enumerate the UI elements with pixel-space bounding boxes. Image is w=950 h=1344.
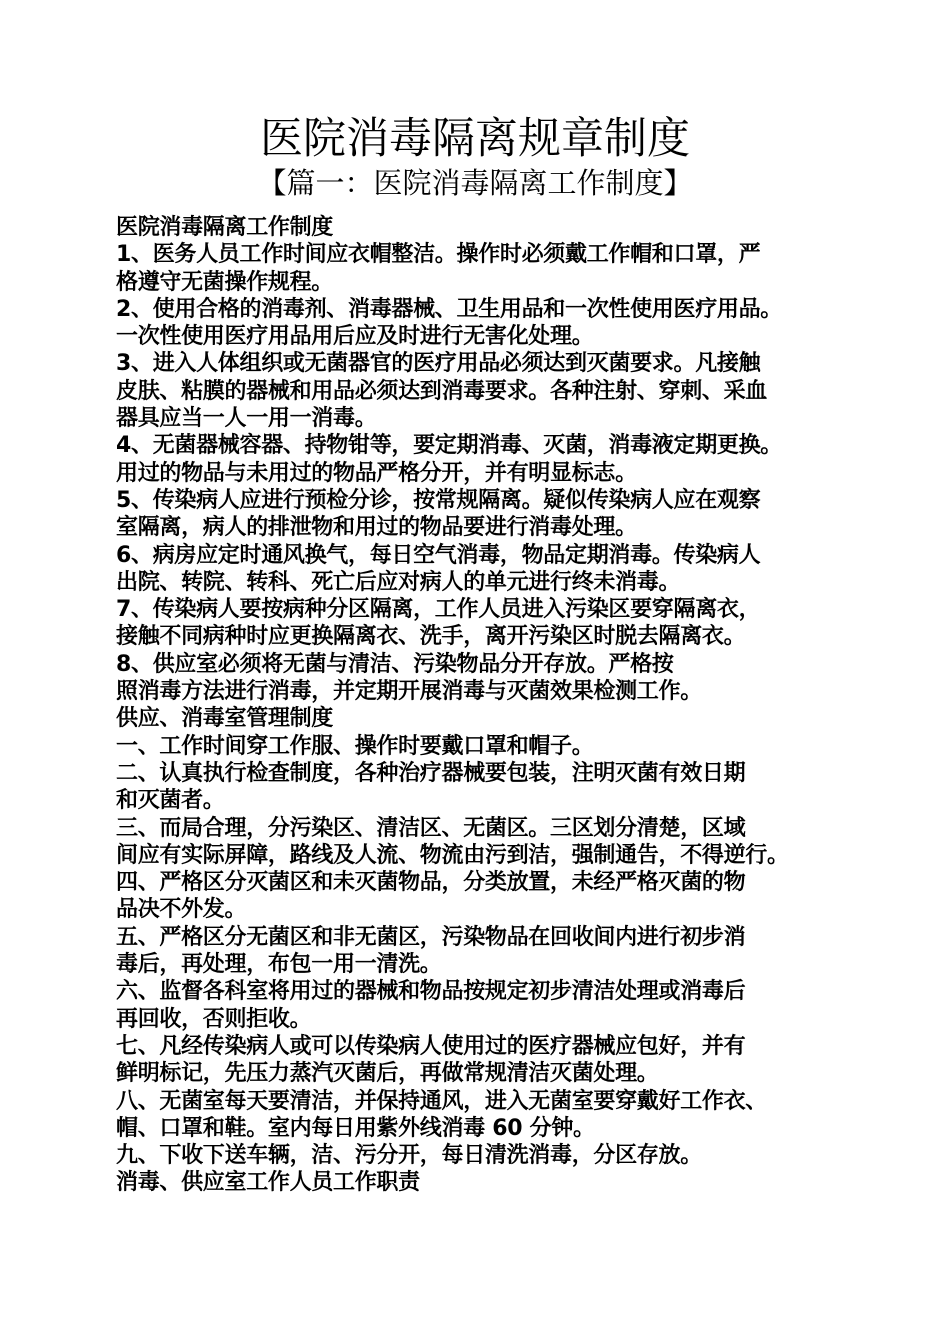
text-line: 三、而局合理，分污染区、清洁区、无菌区。三区划分清楚，区域 xyxy=(116,815,746,841)
text-line: 8、供应室必须将无菌与清洁、污染物品分开存放。严格按 xyxy=(116,651,674,677)
text-line: 格遵守无菌操作规程。 xyxy=(116,269,334,295)
text-line: 照消毒方法进行消毒，并定期开展消毒与灭菌效果检测工作。 xyxy=(116,679,702,705)
text-line: 四、严格区分灭菌区和未灭菌物品，分类放置，未经严格灭菌的物 xyxy=(116,870,746,896)
text-line: 九、下收下送车辆，洁、污分开，每日清洗消毒，分区存放。 xyxy=(116,1143,702,1169)
text-line: 1、医务人员工作时间应衣帽整洁。操作时必须戴工作帽和口罩，严 xyxy=(116,242,761,268)
text-line: 3、进入人体组织或无菌器官的医疗用品必须达到灭菌要求。凡接触 xyxy=(116,351,761,377)
text-line: 用过的物品与未用过的物品严格分开，并有明显标志。 xyxy=(116,460,637,486)
text-line: 室隔离，病人的排泄物和用过的物品要进行消毒处理。 xyxy=(116,515,637,541)
text-line: 消毒、供应室工作人员工作职责 xyxy=(116,1170,420,1196)
document-subtitle: 【篇一：医院消毒隔离工作制度】 xyxy=(257,166,693,200)
text-line: 五、严格区分无菌区和非无菌区，污染物品在回收间内进行初步消 xyxy=(116,924,746,950)
text-line: 2、使用合格的消毒剂、消毒器械、卫生用品和一次性使用医疗用品。 xyxy=(116,296,783,322)
text-line: 二、认真执行检查制度，各种治疗器械要包装，注明灭菌有效日期 xyxy=(116,760,746,786)
text-line: 间应有实际屏障，路线及人流、物流由污到洁，强制通告，不得逆行。 xyxy=(116,842,789,868)
text-line: 七、凡经传染病人或可以传染病人使用过的医疗器械应包好，并有 xyxy=(116,1033,746,1059)
text-line: 六、监督各科室将用过的器械和物品按规定初步清洁处理或消毒后 xyxy=(116,979,746,1005)
text-line: 皮肤、粘膜的器械和用品必须达到消毒要求。各种注射、穿刺、采血 xyxy=(116,378,768,404)
text-line: 一、工作时间穿工作服、操作时要戴口罩和帽子。 xyxy=(116,733,594,759)
text-line: 4、无菌器械容器、持物钳等，要定期消毒、灭菌，消毒液定期更换。 xyxy=(116,433,783,459)
text-line: 器具应当一人一用一消毒。 xyxy=(116,406,377,432)
text-line: 和灭菌者。 xyxy=(116,788,225,814)
text-line: 医院消毒隔离工作制度 xyxy=(116,215,334,240)
document-title: 医院消毒隔离规章制度 xyxy=(260,114,690,164)
text-line: 再回收，否则拒收。 xyxy=(116,1006,312,1032)
text-line: 八、无菌室每天要清洁，并保持通风，进入无菌室要穿戴好工作衣、 xyxy=(116,1088,768,1114)
text-line: 6、病房应定时通风换气，每日空气消毒，物品定期消毒。传染病人 xyxy=(116,542,761,568)
text-line: 帽、口罩和鞋。室内每日用紫外线消毒 60 分钟。 xyxy=(116,1115,595,1141)
text-line: 供应、消毒室管理制度 xyxy=(116,706,334,732)
text-line: 7、传染病人要按病种分区隔离，工作人员进入污染区要穿隔离衣， xyxy=(116,597,761,623)
text-line: 鲜明标记，先压力蒸汽灭菌后，再做常规清洁灭菌处理。 xyxy=(116,1061,659,1087)
text-line: 接触不同病种时应更换隔离衣、洗手，离开污染区时脱去隔离衣。 xyxy=(116,624,746,650)
document-body xyxy=(116,214,856,1197)
text-line: 品决不外发。 xyxy=(116,897,247,923)
text-line: 出院、转院、转科、死亡后应对病人的单元进行终未消毒。 xyxy=(116,569,681,595)
text-line: 毒后，再处理，布包一用一清洗。 xyxy=(116,952,442,978)
text-line: 一次性使用医疗用品用后应及时进行无害化处理。 xyxy=(116,324,594,350)
text-line: 5、传染病人应进行预检分诊，按常规隔离。疑似传染病人应在观察 xyxy=(116,487,761,513)
